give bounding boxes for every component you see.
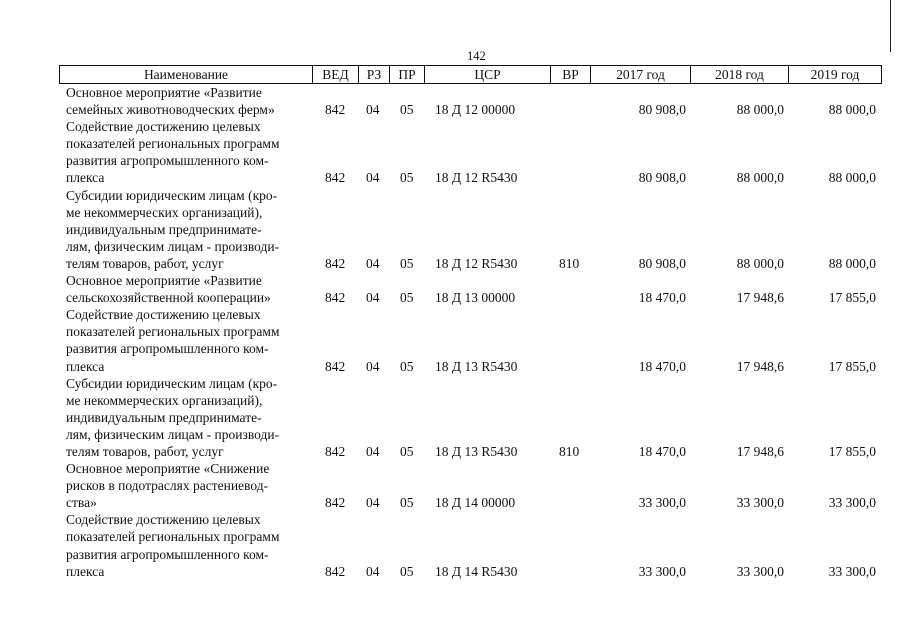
row-rz: 04 bbox=[366, 255, 380, 271]
row-rz: 04 bbox=[366, 443, 380, 459]
row-rz: 04 bbox=[366, 563, 380, 579]
page-number: 142 bbox=[467, 49, 486, 63]
header-ved-label: ВЕД bbox=[322, 67, 349, 82]
row-name: Основное мероприятие «Развитие семейных животноводческих ферм» bbox=[66, 85, 275, 118]
row-pr: 05 bbox=[400, 443, 414, 459]
row-pr: 05 bbox=[400, 495, 414, 511]
header-cell-vr bbox=[550, 65, 590, 84]
header-cell-pr bbox=[389, 65, 424, 84]
header-csr-label: ЦСР bbox=[474, 67, 501, 82]
margin-rule bbox=[890, 0, 891, 52]
row-vr: 810 bbox=[559, 443, 580, 459]
header-2017-label: 2017 год bbox=[616, 67, 665, 82]
row-csr: 18 Д 12 R5430 bbox=[435, 170, 518, 186]
row-ved: 842 bbox=[325, 290, 346, 306]
row-2018: 17 948,6 bbox=[736, 358, 784, 374]
row-csr: 18 Д 13 00000 bbox=[435, 290, 516, 306]
row-2018: 88 000,0 bbox=[736, 255, 784, 271]
table-row bbox=[0, 187, 905, 272]
row-name: Содействие достижению целевых показателей региональных программ развития агропромышленного ком- плекса bbox=[66, 119, 280, 186]
row-2019: 17 855,0 bbox=[828, 290, 876, 306]
row-ved: 842 bbox=[325, 102, 346, 118]
row-name: Субсидии юридическим лицам (кро- ме некоммерческих организаций), индивидуальным предпринимате- лям, физическим лицам - производи- телям товаров, работ, услуг bbox=[66, 187, 280, 271]
header-name-label: Наименование bbox=[143, 67, 229, 82]
row-2017: 80 908,0 bbox=[638, 170, 686, 186]
row-rz: 04 bbox=[366, 290, 380, 306]
row-2017: 80 908,0 bbox=[638, 102, 686, 118]
row-name: Содействие достижению целевых показателей региональных программ развития агропромышленного ком- плекса bbox=[66, 512, 280, 579]
row-pr: 05 bbox=[400, 358, 414, 374]
row-csr: 18 Д 12 R5430 bbox=[435, 255, 518, 271]
row-csr: 18 Д 14 R5430 bbox=[435, 563, 518, 579]
header-cell-csr bbox=[424, 65, 550, 84]
header-cell-ved bbox=[312, 65, 358, 84]
row-2018: 33 300,0 bbox=[736, 563, 784, 579]
row-2018: 88 000,0 bbox=[736, 102, 784, 118]
row-2018: 33 300,0 bbox=[736, 495, 784, 511]
row-ved: 842 bbox=[325, 563, 346, 579]
row-name: Основное мероприятие «Снижение рисков в подотраслях растениевод- ства» bbox=[66, 461, 270, 511]
row-pr: 05 bbox=[400, 102, 414, 118]
row-csr: 18 Д 13 R5430 bbox=[435, 358, 518, 374]
row-2017: 33 300,0 bbox=[638, 495, 686, 511]
row-rz: 04 bbox=[366, 495, 380, 511]
header-cell-rz bbox=[358, 65, 389, 84]
table-row bbox=[0, 375, 905, 460]
table-row bbox=[0, 118, 905, 186]
table-row bbox=[0, 460, 905, 511]
row-pr: 05 bbox=[400, 290, 414, 306]
row-ved: 842 bbox=[325, 495, 346, 511]
header-vr-label: ВР bbox=[562, 67, 579, 82]
row-2018: 17 948,6 bbox=[736, 290, 784, 306]
row-name: Субсидии юридическим лицам (кро- ме некоммерческих организаций), индивидуальным предпринимате- лям, физическим лицам - производи- телям товаров, работ, услуг bbox=[66, 375, 280, 459]
table-row bbox=[0, 272, 905, 306]
row-csr: 18 Д 14 00000 bbox=[435, 495, 516, 511]
row-ved: 842 bbox=[325, 358, 346, 374]
table-row bbox=[0, 511, 905, 579]
row-2019: 88 000,0 bbox=[828, 255, 876, 271]
row-2017: 18 470,0 bbox=[638, 443, 686, 459]
row-vr: 810 bbox=[559, 255, 580, 271]
row-2019: 88 000,0 bbox=[828, 102, 876, 118]
row-2019: 17 855,0 bbox=[828, 358, 876, 374]
header-cell-2019 bbox=[788, 65, 882, 84]
row-2017: 18 470,0 bbox=[638, 290, 686, 306]
row-2018: 17 948,6 bbox=[736, 443, 784, 459]
row-rz: 04 bbox=[366, 102, 380, 118]
row-2018: 88 000,0 bbox=[736, 170, 784, 186]
row-2019: 88 000,0 bbox=[828, 170, 876, 186]
header-cell-name bbox=[59, 65, 312, 84]
row-pr: 05 bbox=[400, 170, 414, 186]
row-2019: 33 300,0 bbox=[828, 563, 876, 579]
row-ved: 842 bbox=[325, 170, 346, 186]
table-row bbox=[0, 306, 905, 374]
row-2019: 33 300,0 bbox=[828, 495, 876, 511]
row-csr: 18 Д 13 R5430 bbox=[435, 443, 518, 459]
header-cell-2017 bbox=[590, 65, 690, 84]
row-ved: 842 bbox=[325, 443, 346, 459]
row-ved: 842 bbox=[325, 255, 346, 271]
row-2017: 18 470,0 bbox=[638, 358, 686, 374]
table-body bbox=[0, 84, 905, 580]
header-2018-label: 2018 год bbox=[715, 67, 764, 82]
row-name: Основное мероприятие «Развитие сельскохозяйственной кооперации» bbox=[66, 273, 271, 306]
row-2017: 33 300,0 bbox=[638, 563, 686, 579]
header-2019-label: 2019 год bbox=[810, 67, 860, 82]
row-2017: 80 908,0 bbox=[638, 255, 686, 271]
row-pr: 05 bbox=[400, 563, 414, 579]
row-pr: 05 bbox=[400, 255, 414, 271]
row-rz: 04 bbox=[366, 170, 380, 186]
row-2019: 17 855,0 bbox=[828, 443, 876, 459]
header-cell-2018 bbox=[690, 65, 788, 84]
row-name: Содействие достижению целевых показателей региональных программ развития агропромышленного ком- плекса bbox=[66, 307, 280, 374]
row-csr: 18 Д 12 00000 bbox=[435, 102, 516, 118]
header-pr-label: ПР bbox=[398, 67, 416, 82]
header-rz-label: РЗ bbox=[366, 67, 382, 82]
row-rz: 04 bbox=[366, 358, 380, 374]
table-row bbox=[0, 84, 905, 118]
